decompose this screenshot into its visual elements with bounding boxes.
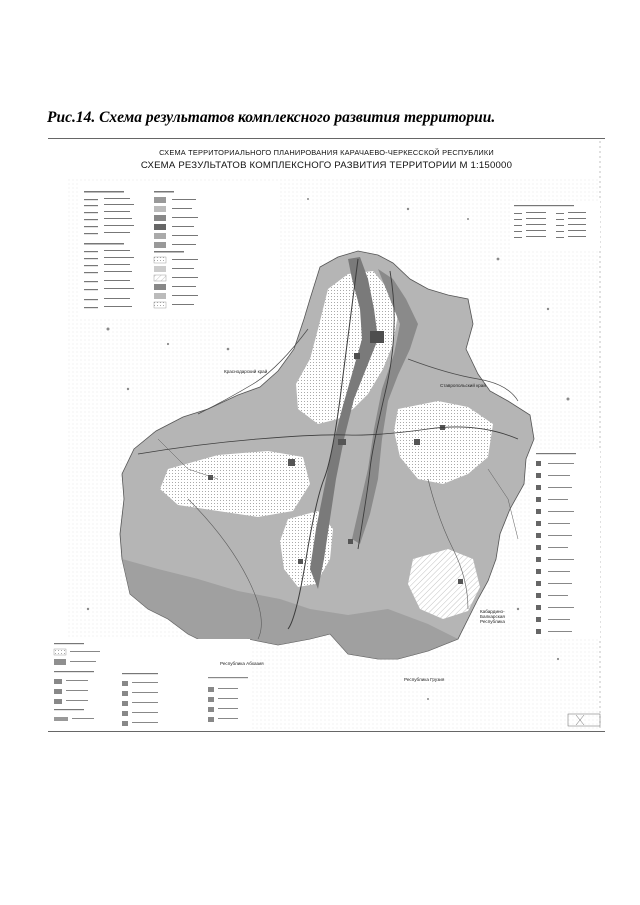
figure-caption: Рис.14. Схема результатов комплексного развития территории. <box>47 109 496 126</box>
map-drawing <box>48 139 605 731</box>
label-kbr: Кабардино-Балкарская Республика <box>480 609 505 624</box>
label-abkhazia: Республика Абхазия <box>220 661 264 666</box>
map-sheet <box>48 138 605 732</box>
map-title-line-2: СХЕМА РЕЗУЛЬТАТОВ КОМПЛЕКСНОГО РАЗВИТИЯ ТЕРРИТОРИИ М 1:150000 <box>140 160 513 171</box>
label-stavropol: Ставропольский край <box>440 383 486 388</box>
map-title-line-1: СХЕМА ТЕРРИТОРИАЛЬНОГО ПЛАНИРОВАНИЯ КАРАЧАЕВО-ЧЕРКЕССКОЙ РЕСПУБЛИКИ <box>159 148 494 157</box>
legend-bottom-left <box>50 639 250 729</box>
legend-upper-left <box>80 183 280 318</box>
legend-right-column <box>532 449 600 639</box>
label-krasnodar: Краснодарский край <box>224 369 268 374</box>
label-georgia: Республика Грузия <box>404 677 445 682</box>
legend-upper-right <box>510 201 600 251</box>
